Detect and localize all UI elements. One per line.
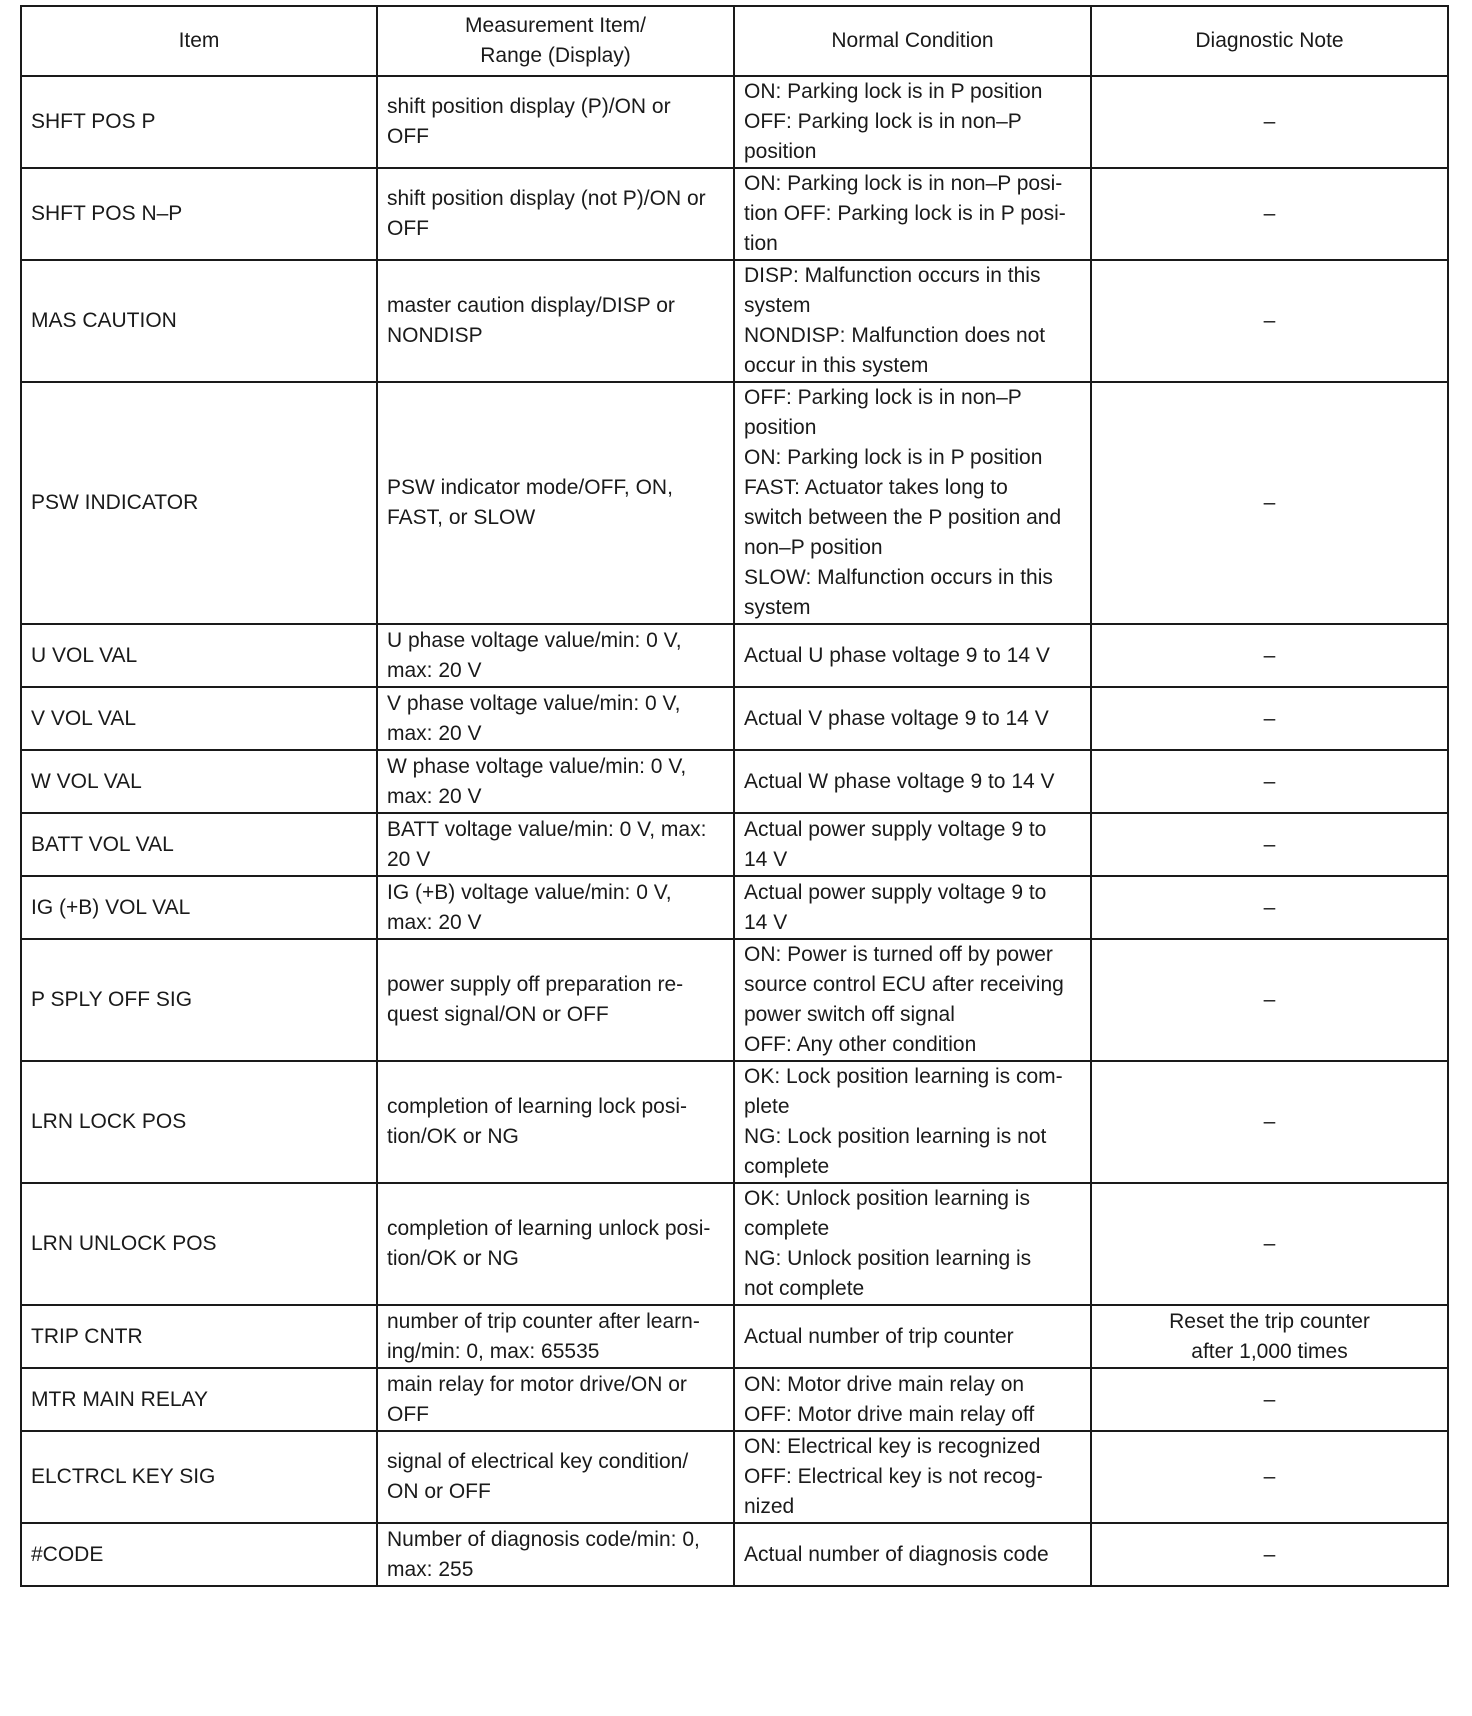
table-row bbox=[21, 1523, 1448, 1586]
cell-diagnostic-note: – bbox=[1091, 76, 1448, 168]
cell-measurement: completion of learning unlock posi- tion/OK or NG bbox=[377, 1183, 734, 1305]
cell-item: PSW INDICATOR bbox=[21, 382, 377, 624]
cell-item: W VOL VAL bbox=[21, 750, 377, 813]
table-row bbox=[21, 813, 1448, 876]
cell-measurement: shift position display (P)/ON or OFF bbox=[377, 76, 734, 168]
cell-diagnostic-note: – bbox=[1091, 1061, 1448, 1183]
cell-normal-condition: Actual W phase voltage 9 to 14 V bbox=[734, 750, 1091, 813]
table-row bbox=[21, 168, 1448, 260]
cell-item: BATT VOL VAL bbox=[21, 813, 377, 876]
cell-normal-condition: OFF: Parking lock is in non–P position ON: Parking lock is in P position FAST: Actuator takes long to switch between the P position and non–P position SLOW: Malfunction occurs in this system bbox=[734, 382, 1091, 624]
table-row bbox=[21, 750, 1448, 813]
cell-diagnostic-note: – bbox=[1091, 624, 1448, 687]
table-row bbox=[21, 1431, 1448, 1523]
cell-item: MTR MAIN RELAY bbox=[21, 1368, 377, 1431]
cell-normal-condition: Actual U phase voltage 9 to 14 V bbox=[734, 624, 1091, 687]
cell-measurement: power supply off preparation re- quest signal/ON or OFF bbox=[377, 939, 734, 1061]
cell-item: SHFT POS N–P bbox=[21, 168, 377, 260]
table-row bbox=[21, 382, 1448, 624]
table-row bbox=[21, 76, 1448, 168]
cell-diagnostic-note: – bbox=[1091, 1431, 1448, 1523]
cell-measurement: main relay for motor drive/ON or OFF bbox=[377, 1368, 734, 1431]
cell-diagnostic-note: – bbox=[1091, 813, 1448, 876]
cell-normal-condition: Actual number of diagnosis code bbox=[734, 1523, 1091, 1586]
cell-item: IG (+B) VOL VAL bbox=[21, 876, 377, 939]
data-list-table bbox=[20, 5, 1449, 1587]
table-row bbox=[21, 260, 1448, 382]
table-row bbox=[21, 876, 1448, 939]
cell-diagnostic-note: – bbox=[1091, 1523, 1448, 1586]
cell-normal-condition: Actual V phase voltage 9 to 14 V bbox=[734, 687, 1091, 750]
cell-normal-condition: OK: Unlock position learning is complete NG: Unlock position learning is not complete bbox=[734, 1183, 1091, 1305]
cell-normal-condition: Actual power supply voltage 9 to 14 V bbox=[734, 876, 1091, 939]
table-row bbox=[21, 1368, 1448, 1431]
cell-measurement: V phase voltage value/min: 0 V, max: 20 V bbox=[377, 687, 734, 750]
cell-normal-condition: ON: Parking lock is in non–P posi- tion OFF: Parking lock is in P posi- tion bbox=[734, 168, 1091, 260]
cell-measurement: BATT voltage value/min: 0 V, max: 20 V bbox=[377, 813, 734, 876]
cell-measurement: IG (+B) voltage value/min: 0 V, max: 20 V bbox=[377, 876, 734, 939]
cell-measurement: W phase voltage value/min: 0 V, max: 20 V bbox=[377, 750, 734, 813]
cell-measurement: shift position display (not P)/ON or OFF bbox=[377, 168, 734, 260]
cell-measurement: PSW indicator mode/OFF, ON, FAST, or SLOW bbox=[377, 382, 734, 624]
cell-diagnostic-note: – bbox=[1091, 939, 1448, 1061]
cell-measurement: master caution display/DISP or NONDISP bbox=[377, 260, 734, 382]
table-row bbox=[21, 1061, 1448, 1183]
cell-item: TRIP CNTR bbox=[21, 1305, 377, 1368]
cell-item: SHFT POS P bbox=[21, 76, 377, 168]
cell-normal-condition: ON: Motor drive main relay on OFF: Motor drive main relay off bbox=[734, 1368, 1091, 1431]
table-row bbox=[21, 687, 1448, 750]
header-measurement: Measurement Item/ Range (Display) bbox=[377, 6, 734, 76]
cell-item: LRN UNLOCK POS bbox=[21, 1183, 377, 1305]
cell-diagnostic-note: – bbox=[1091, 382, 1448, 624]
cell-normal-condition: OK: Lock position learning is com- plete NG: Lock position learning is not complete bbox=[734, 1061, 1091, 1183]
cell-diagnostic-note: – bbox=[1091, 1183, 1448, 1305]
cell-item: U VOL VAL bbox=[21, 624, 377, 687]
cell-measurement: completion of learning lock posi- tion/OK or NG bbox=[377, 1061, 734, 1183]
header-diagnostic-note: Diagnostic Note bbox=[1091, 6, 1448, 76]
table-row bbox=[21, 1305, 1448, 1368]
cell-item: P SPLY OFF SIG bbox=[21, 939, 377, 1061]
cell-item: MAS CAUTION bbox=[21, 260, 377, 382]
header-normal-condition: Normal Condition bbox=[734, 6, 1091, 76]
cell-normal-condition: Actual number of trip counter bbox=[734, 1305, 1091, 1368]
cell-normal-condition: ON: Power is turned off by power source control ECU after receiving power switch off signal OFF: Any other condition bbox=[734, 939, 1091, 1061]
cell-diagnostic-note: – bbox=[1091, 876, 1448, 939]
cell-diagnostic-note: – bbox=[1091, 168, 1448, 260]
cell-measurement: signal of electrical key condition/ ON or OFF bbox=[377, 1431, 734, 1523]
cell-normal-condition: ON: Parking lock is in P position OFF: Parking lock is in non–P position bbox=[734, 76, 1091, 168]
cell-diagnostic-note: – bbox=[1091, 687, 1448, 750]
cell-diagnostic-note: – bbox=[1091, 750, 1448, 813]
cell-measurement: U phase voltage value/min: 0 V, max: 20 V bbox=[377, 624, 734, 687]
header-item: Item bbox=[21, 6, 377, 76]
table-header-row bbox=[21, 6, 1448, 76]
cell-diagnostic-note: Reset the trip counter after 1,000 times bbox=[1091, 1305, 1448, 1368]
cell-item: ELCTRCL KEY SIG bbox=[21, 1431, 377, 1523]
cell-item: LRN LOCK POS bbox=[21, 1061, 377, 1183]
cell-normal-condition: DISP: Malfunction occurs in this system NONDISP: Malfunction does not occur in this system bbox=[734, 260, 1091, 382]
table-row bbox=[21, 939, 1448, 1061]
cell-measurement: number of trip counter after learn- ing/min: 0, max: 65535 bbox=[377, 1305, 734, 1368]
cell-normal-condition: ON: Electrical key is recognized OFF: Electrical key is not recog- nized bbox=[734, 1431, 1091, 1523]
cell-item: V VOL VAL bbox=[21, 687, 377, 750]
table-row bbox=[21, 624, 1448, 687]
cell-diagnostic-note: – bbox=[1091, 1368, 1448, 1431]
table-row bbox=[21, 1183, 1448, 1305]
cell-item: #CODE bbox=[21, 1523, 377, 1586]
cell-normal-condition: Actual power supply voltage 9 to 14 V bbox=[734, 813, 1091, 876]
cell-measurement: Number of diagnosis code/min: 0, max: 255 bbox=[377, 1523, 734, 1586]
cell-diagnostic-note: – bbox=[1091, 260, 1448, 382]
